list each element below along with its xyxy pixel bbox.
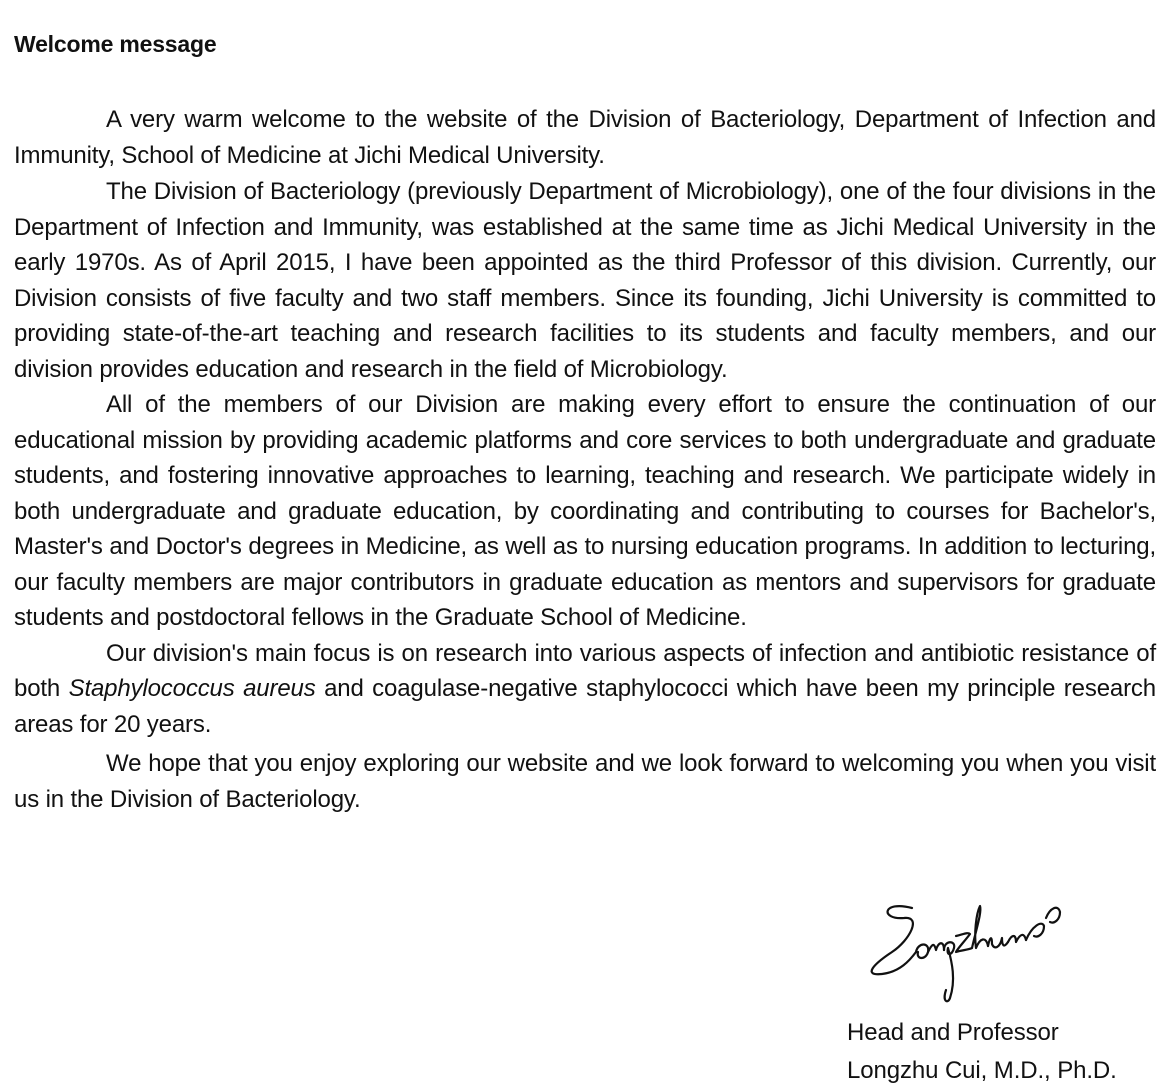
welcome-page — [14, 0, 1156, 1090]
paragraph-research-focus — [14, 636, 1156, 743]
handwritten-signature — [852, 890, 1092, 1008]
signature-block — [847, 1014, 1117, 1090]
signatory-name: Longzhu Cui, M.D., Ph.D. — [847, 1057, 1117, 1084]
page-title: Welcome message — [14, 31, 217, 57]
paragraph-closing: We hope that you enjoy exploring our website and we look forward to welcoming you when you visit us in the Division of Bacteriology. — [14, 750, 1156, 813]
welcome-body — [14, 102, 1156, 817]
paragraph-education-mission: All of the members of our Division are making every effort to ensure the continuation of our educational mission by providing academic platforms and core services to both undergraduate and graduate students, and fostering innovative approaches to learning, teaching and research. We participate widely in both undergraduate and graduate education, by coordinating and contributing to courses for Bachelor's, Master's and Doctor's degrees in Medicine, as well as to nursing education programs. In addition to lecturing, our faculty members are major contributors in graduate education as mentors and supervisors for graduate students and postdoctoral fellows in the Graduate School of Medicine. — [14, 391, 1156, 631]
paragraph-research-focus-end: and coagulase-negative staphylococci which have been my principle research areas for 20 years. — [14, 675, 1156, 738]
signatory-title: Head and Professor — [847, 1019, 1059, 1046]
species-name: Staphylococcus aureus — [68, 675, 316, 702]
paragraph-research-focus-start: Our division's main focus is on research into various aspects of infection and antibiotic resistance of both — [14, 639, 1156, 702]
paragraph-welcome: A very warm welcome to the website of the Division of Bacteriology, Department of Infection and Immunity, School of Medicine at Jichi Medical University. — [14, 106, 1156, 169]
paragraph-division-history: The Division of Bacteriology (previously Department of Microbiology), one of the four divisions in the Department of Infection and Immunity, was established at the same time as Jichi Medical University in the early 1970s. As of April 2015, I have been appointed as the third Professor of this division. Currently, our Division consists of five faculty and two staff members. Since its founding, Jichi University is committed to providing state-of-the-art teaching and research facilities to its students and faculty members, and our division provides education and research in the field of Microbiology. — [14, 178, 1156, 383]
